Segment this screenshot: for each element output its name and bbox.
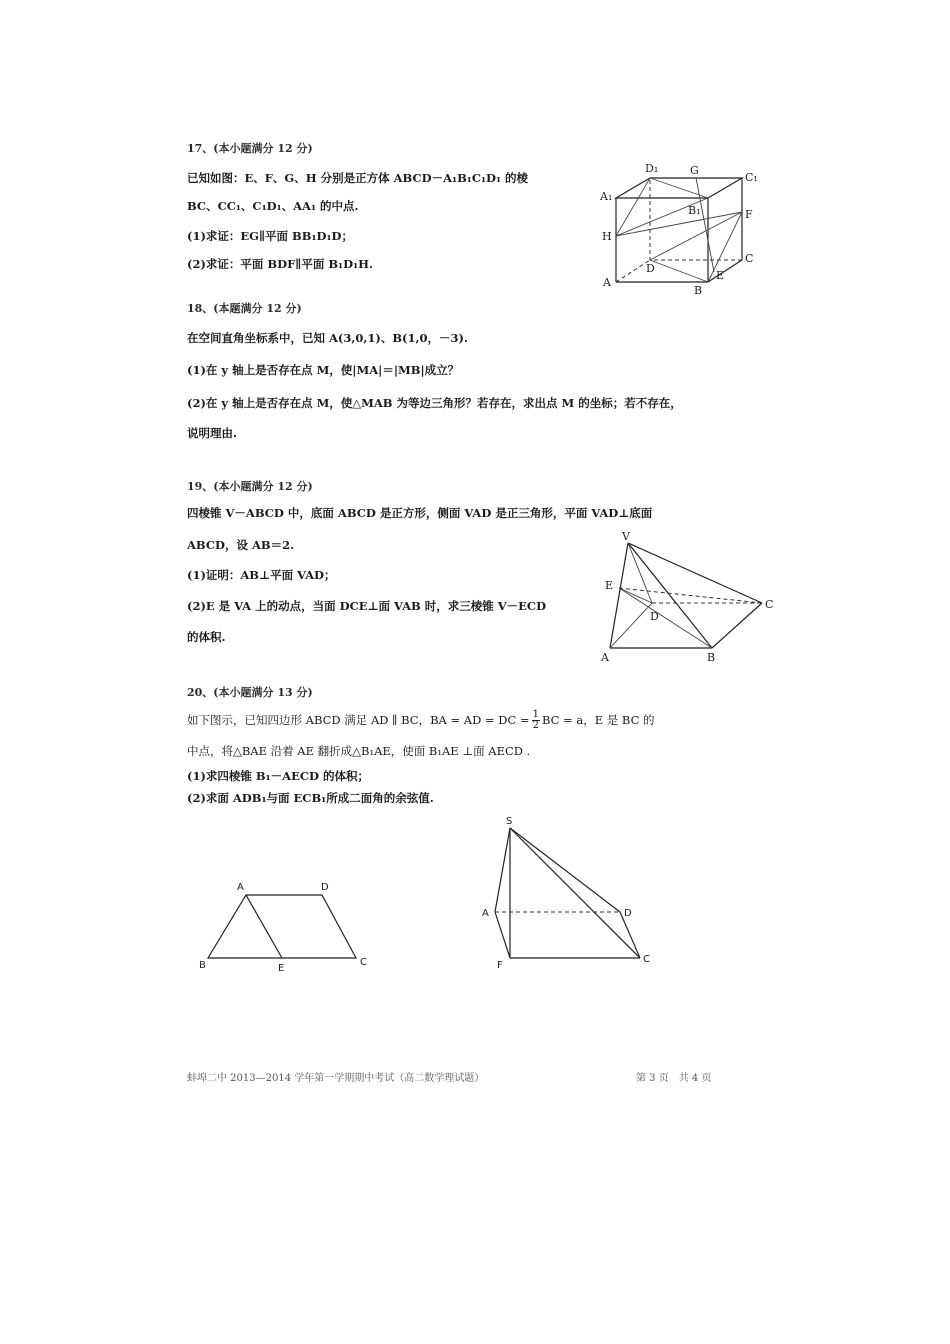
label-C1: C₁: [745, 171, 758, 184]
label-B1: B₁: [688, 204, 701, 217]
label-B: B: [199, 960, 206, 971]
label-H: H: [602, 230, 612, 243]
label-D: D: [650, 610, 659, 623]
q18-part2: (2)在 y 轴上是否存在点 M，使△MAB 为等边三角形？若存在，求出点 M 的坐标；若不存在，: [187, 396, 682, 410]
label-C: C: [360, 957, 367, 968]
q18-part2-cont: 说明理由.: [187, 426, 238, 440]
label-D1: D₁: [645, 162, 659, 175]
label-B: B: [707, 651, 716, 664]
label-D: D: [646, 262, 655, 275]
label-G: G: [690, 164, 699, 177]
q19-part2: (2)E 是 VA 上的动点，当面 DCE⊥面 VAB 时，求三棱锥 V－ECD: [187, 599, 547, 613]
label-C: C: [765, 598, 774, 611]
q20-line1-a: 如下图示，已知四边形 ABCD 满足 AD ∥ BC，BA = AD = DC =: [187, 713, 530, 727]
q17-part1: (1)求证：EG∥平面 BB₁D₁D；: [187, 229, 354, 243]
label-C: C: [745, 252, 754, 265]
footer-title: 蚌埠二中 2013—2014 学年第一学期期中考试（高二数学理试题）: [187, 1073, 485, 1084]
label-B: B: [694, 284, 703, 297]
q17-heading: 17、(本小题满分 12 分): [187, 142, 313, 155]
q19-part1: (1)证明：AB⊥平面 VAD；: [187, 568, 336, 582]
q20-line2: 中点，将△BAE 沿着 AE 翻折成△B₁AE，使面 B₁AE ⊥面 AECD .: [187, 744, 531, 758]
label-A1: A₁: [600, 190, 613, 203]
q18-part1: (1)在 y 轴上是否存在点 M，使|MA|＝|MB|成立？: [187, 363, 460, 377]
label-A: A: [601, 651, 609, 664]
label-F: F: [745, 208, 753, 221]
page-number: 第 3 页 共 4 页: [636, 1073, 712, 1084]
q19-line1: 四棱锥 V－ABCD 中，底面 ABCD 是正方形，侧面 VAD 是正三角形，平面 VAD⊥底面: [187, 506, 653, 520]
q18-heading: 18、(本题满分 12 分): [187, 302, 302, 315]
label-A: A: [603, 276, 611, 289]
q17-line1: 已知如图：E、F、G、H 分别是正方体 ABCD－A₁B₁C₁D₁ 的棱: [187, 171, 529, 185]
label-D: D: [624, 908, 632, 919]
label-E: E: [278, 963, 285, 974]
label-S: S: [506, 816, 513, 827]
q19-heading: 19、(本小题满分 12 分): [187, 480, 313, 493]
q20-heading: 20、(本小题满分 13 分): [187, 686, 313, 699]
label-E: E: [605, 579, 614, 592]
q18-line1: 在空间直角坐标系中，已知 A(3,0,1)、B(1,0，－3).: [187, 331, 468, 345]
q20-fraction-den: 2: [532, 719, 539, 731]
label-A: A: [482, 908, 489, 919]
q20-part2: (2)求面 ADB₁与面 ECB₁所成二面角的余弦值.: [187, 791, 434, 805]
q19-line2: ABCD，设 AB＝2.: [187, 538, 295, 552]
label-V: V: [622, 530, 630, 543]
q19-part2-cont: 的体积.: [187, 630, 226, 644]
label-F: F: [497, 960, 503, 971]
label-C: C: [643, 954, 650, 965]
q20-line1-b: BC = a，E 是 BC 的: [541, 713, 655, 727]
q20-part1: (1)求四棱锥 B₁－AECD 的体积；: [187, 769, 369, 783]
q17-line2: BC、CC₁、C₁D₁、AA₁ 的中点.: [187, 199, 359, 213]
q20-fraction-num: 1: [532, 708, 539, 720]
q17-part2: (2)求证：平面 BDF∥平面 B₁D₁H.: [187, 257, 373, 271]
label-E: E: [716, 269, 725, 282]
label-A: A: [237, 882, 244, 893]
label-D: D: [321, 882, 329, 893]
